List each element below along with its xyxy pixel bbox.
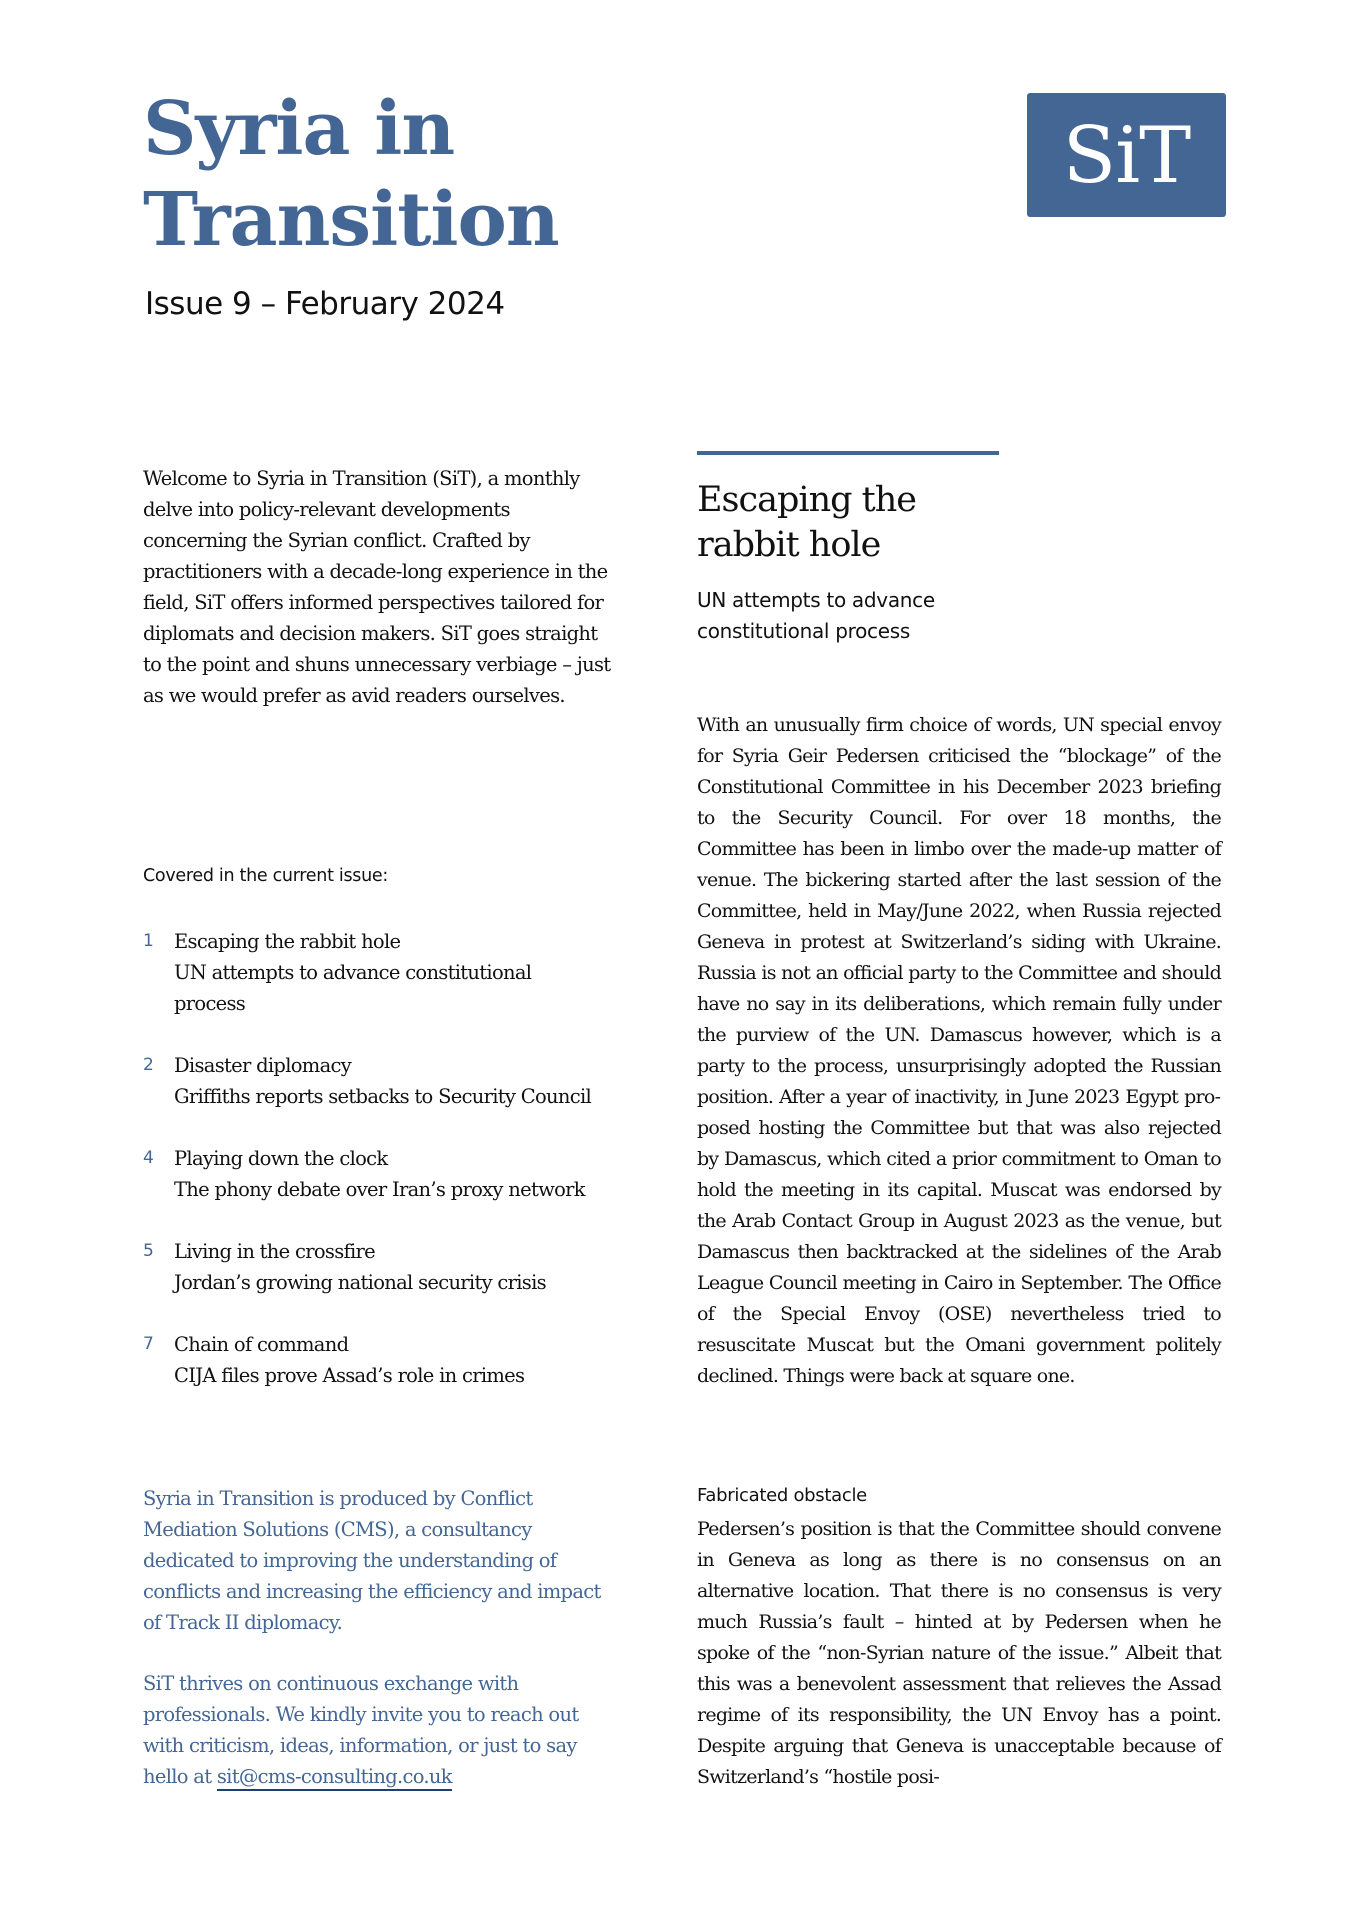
toc-item[interactable] <box>143 1329 663 1391</box>
toc-title: Chain of command <box>174 1333 349 1356</box>
table-of-contents <box>143 926 663 1422</box>
article-rule <box>697 451 999 455</box>
about-cms: Syria in Transition is produced by Conflict Mediation Solutions (CMS), a consultancy dedicated to improving the understanding of conflicts and increasing the efficiency and impact of Track II diplomacy. <box>143 1487 601 1634</box>
sit-logo <box>1027 93 1226 217</box>
title-line-1: Syria in <box>143 86 455 172</box>
toc-subtitle: Griffiths reports setbacks to Security Council <box>174 1085 592 1108</box>
contact-text: SiT thrives on continuous exchange with professionals. We kindly invite you to reach out with criticism, ideas, information, or just to say hello at <box>143 1672 579 1788</box>
toc-title: Disaster diplomacy <box>174 1054 352 1077</box>
toc-item[interactable] <box>143 1236 663 1298</box>
toc-title: Playing down the clock <box>174 1147 388 1170</box>
article-paragraph-1: With an unusually firm choice of words, UN special envoy for Syria Geir Pedersen criticised the “blockage” of the Constitutional Committee in his December 2023 briefing to the Security Council. For over 18 months, the Committee has been in limbo over the made-up matter of venue. The bickering started after the last session of the Committee, held in May/June 2022, when Russia rejected Geneva in protest at Switzerland’s siding with Ukraine. Russia is not an official party to the Committee and should have no say in its deliberations, which remain fully under the purview of the UN. Damascus however, which is a party to the process, unsurprisingly adopted the Russian position. After a year of inactivity, in June 2023 Egypt proposed hosting the Committee but that was also rejected by Damascus, which cited a prior commitment to Oman to hold the meeting in its capital. Muscat was endorsed by the Arab Contact Group in August 2023 as the venue, but Damascus then backtracked at the sidelines of the Arab League Council meeting in Cairo in September. The Office of the Special Envoy (OSE) nevertheless tried to resuscitate Muscat but the Omani government politely declined. Things were back at square one. <box>697 714 1221 1387</box>
contact-paragraph <box>143 1668 623 1792</box>
toc-subtitle: UN attempts to advance constitutional process <box>174 961 532 1015</box>
toc-page-number: 4 <box>143 1148 154 1168</box>
toc-page-number: 1 <box>143 931 154 951</box>
publication-title <box>143 84 559 266</box>
logo-text: SiT <box>1062 111 1191 201</box>
article-subtitle: UN attempts to advance constitutional process <box>697 588 935 643</box>
toc-page-number: 5 <box>143 1241 154 1261</box>
toc-subtitle: Jordan’s growing national security crisis <box>174 1271 546 1294</box>
title-line-2: Transition <box>143 177 559 263</box>
article-subheading: Fabricated obstacle <box>697 1485 867 1506</box>
email-link[interactable]: sit@cms-consulting.co.uk <box>217 1765 452 1791</box>
toc-item[interactable] <box>143 1143 663 1205</box>
toc-subtitle: CIJA files prove Assad’s role in crimes <box>174 1364 525 1387</box>
toc-title: Escaping the rabbit hole <box>174 930 401 953</box>
intro-paragraph: Welcome to Syria in Transition (SiT), a monthly delve into policy-relevant developments concerning the Syrian conflict. Crafted by practitioners with a decade-long experience in the field, SiT offers informed perspectives tailored for diplomats and decision makers. SiT goes straight to the point and shuns unnecessary verbiage – just as we would prefer as avid readers ourselves. <box>143 467 611 707</box>
toc-page-number: 7 <box>143 1334 154 1354</box>
article-paragraph-2: Pedersen’s position is that the Committee should convene in Geneva as long as there is no consensus on an alternative location. That there is no consensus is very much Russia’s fault – hinted at by Pedersen when he spoke of the “non-Syrian nature of the issue.” Albeit that this was a benevolent assessment that relieves the Assad regime of its responsibility, the UN Envoy has a point. Despite arguing that Geneva is unacceptable because of Switzerland’s “hostile posi- <box>697 1518 1221 1788</box>
toc-title: Living in the crossfire <box>174 1240 376 1263</box>
toc-item[interactable] <box>143 1050 663 1112</box>
article-title: Escaping the rabbit hole <box>697 480 916 565</box>
toc-item[interactable] <box>143 926 663 1019</box>
toc-page-number: 2 <box>143 1055 154 1075</box>
contents-label: Covered in the current issue: <box>143 866 388 886</box>
toc-subtitle: The phony debate over Iran’s proxy network <box>174 1178 585 1201</box>
issue-date: Issue 9 – February 2024 <box>145 286 505 322</box>
